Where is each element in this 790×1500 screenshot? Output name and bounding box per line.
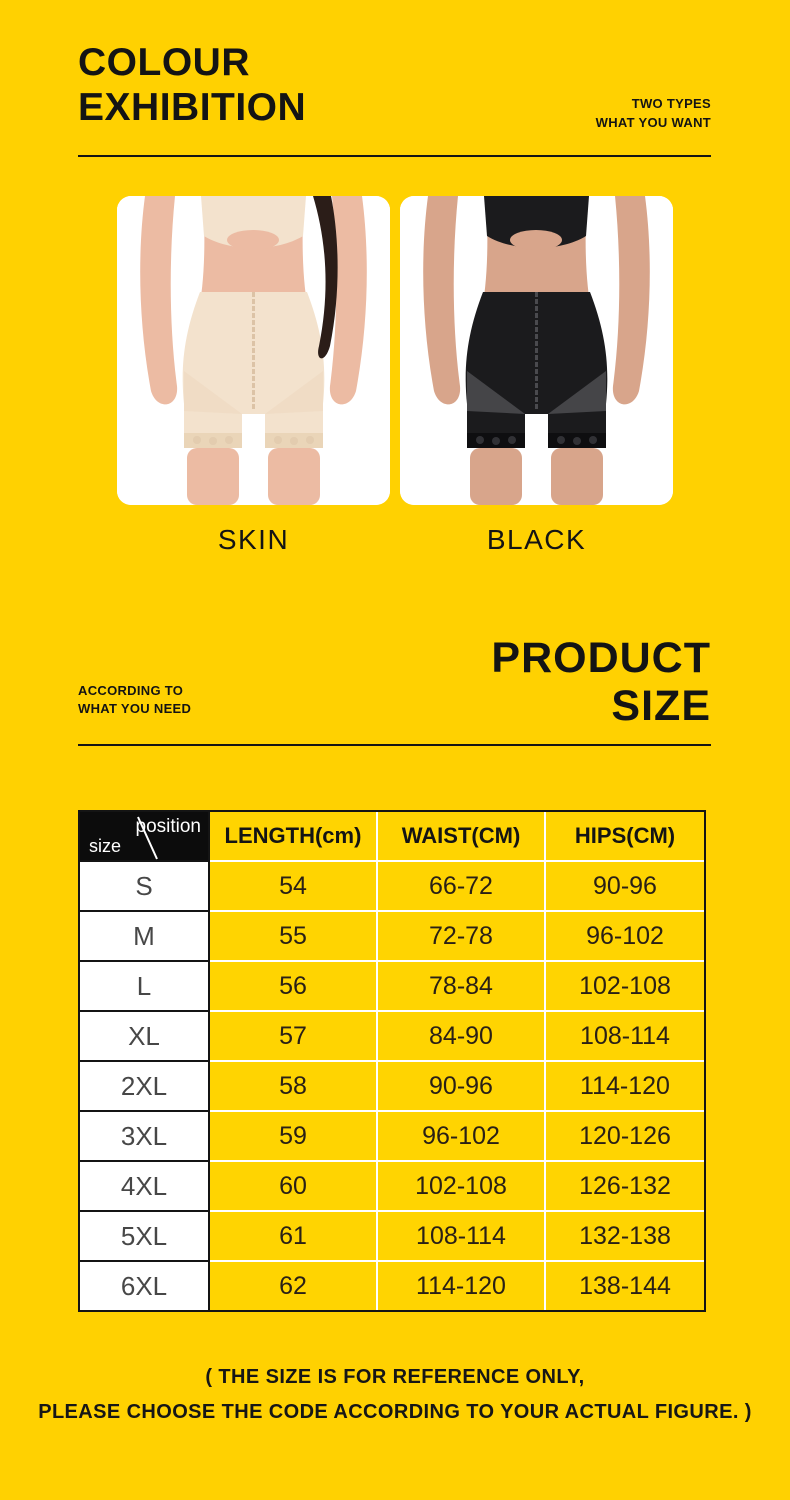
shapewear-illustration-black	[400, 196, 673, 505]
disclaimer-line1: ( THE SIZE IS FOR REFERENCE ONLY,	[205, 1366, 585, 1388]
product-size-title	[491, 634, 711, 730]
waist-value-cell: 90-96	[378, 1062, 546, 1112]
disclaimer-line2: PLEASE CHOOSE THE CODE ACCORDING TO YOUR ACTUAL FIGURE. )	[38, 1401, 752, 1423]
size-tagline	[78, 682, 191, 718]
shapewear-illustration-skin	[117, 196, 390, 505]
hips-value-cell: 120-126	[546, 1112, 704, 1162]
size-title-line2: SIZE	[611, 682, 711, 730]
product-photo-skin	[117, 196, 390, 505]
table-row	[80, 1112, 704, 1162]
size-disclaimer	[0, 1360, 790, 1430]
size-table-header	[80, 812, 704, 862]
size-value-cell: 4XL	[80, 1162, 210, 1212]
table-row	[80, 962, 704, 1012]
column-header-hips: HIPS(CM)	[546, 812, 704, 862]
size-value-cell: 2XL	[80, 1062, 210, 1112]
size-value-cell: L	[80, 962, 210, 1012]
size-value-cell: S	[80, 862, 210, 912]
length-value-cell: 60	[210, 1162, 378, 1212]
colour-label-black: BLACK	[486, 524, 587, 555]
table-row	[80, 912, 704, 962]
size-tagline-line1: ACCORDING TO	[78, 683, 184, 698]
hips-value-cell: 126-132	[546, 1162, 704, 1212]
size-value-cell: 6XL	[80, 1262, 210, 1310]
header-row	[80, 812, 704, 862]
hips-value-cell: 138-144	[546, 1262, 704, 1310]
waist-value-cell: 108-114	[378, 1212, 546, 1262]
colour-title-line2: EXHIBITION	[78, 86, 307, 129]
colour-tagline-line2: WHAT YOU WANT	[595, 115, 711, 130]
column-header-waist: WAIST(CM)	[378, 812, 546, 862]
product-photo-black	[400, 196, 673, 505]
divider-line-middle	[78, 744, 711, 746]
corner-cell	[80, 812, 210, 862]
length-value-cell: 58	[210, 1062, 378, 1112]
column-header-length: LENGTH(cm)	[210, 812, 378, 862]
waist-value-cell: 114-120	[378, 1262, 546, 1310]
waist-value-cell: 72-78	[378, 912, 546, 962]
size-table-body	[80, 862, 704, 1310]
size-chart-table	[78, 810, 706, 1312]
length-value-cell: 57	[210, 1012, 378, 1062]
corner-position-label: position	[135, 816, 201, 837]
size-value-cell: 5XL	[80, 1212, 210, 1262]
waist-value-cell: 96-102	[378, 1112, 546, 1162]
length-value-cell: 56	[210, 962, 378, 1012]
size-tagline-line2: WHAT YOU NEED	[78, 701, 192, 716]
divider-line-top	[78, 155, 711, 157]
hips-value-cell: 132-138	[546, 1212, 704, 1262]
length-value-cell: 59	[210, 1112, 378, 1162]
length-value-cell: 54	[210, 862, 378, 912]
size-value-cell: 3XL	[80, 1112, 210, 1162]
waist-value-cell: 66-72	[378, 862, 546, 912]
waist-value-cell: 78-84	[378, 962, 546, 1012]
table-row	[80, 1162, 704, 1212]
length-value-cell: 62	[210, 1262, 378, 1310]
table-row	[80, 1262, 704, 1310]
colour-title-line1: COLOUR	[78, 41, 250, 84]
table-row	[80, 1212, 704, 1262]
hips-value-cell: 114-120	[546, 1062, 704, 1112]
length-value-cell: 61	[210, 1212, 378, 1262]
size-value-cell: XL	[80, 1012, 210, 1062]
colour-tagline-line1: TWO TYPES	[631, 96, 711, 111]
waist-value-cell: 84-90	[378, 1012, 546, 1062]
table-row	[80, 862, 704, 912]
hips-value-cell: 102-108	[546, 962, 704, 1012]
colour-exhibition-title	[78, 40, 306, 130]
waist-value-cell: 102-108	[378, 1162, 546, 1212]
hips-value-cell: 90-96	[546, 862, 704, 912]
colour-tagline	[596, 94, 711, 132]
table-row	[80, 1012, 704, 1062]
corner-size-label: size	[89, 836, 122, 856]
length-value-cell: 55	[210, 912, 378, 962]
hips-value-cell: 96-102	[546, 912, 704, 962]
table-row	[80, 1062, 704, 1112]
colour-label-skin: SKIN	[217, 524, 290, 555]
size-value-cell: M	[80, 912, 210, 962]
size-title-line1: PRODUCT	[491, 634, 711, 682]
hips-value-cell: 108-114	[546, 1012, 704, 1062]
